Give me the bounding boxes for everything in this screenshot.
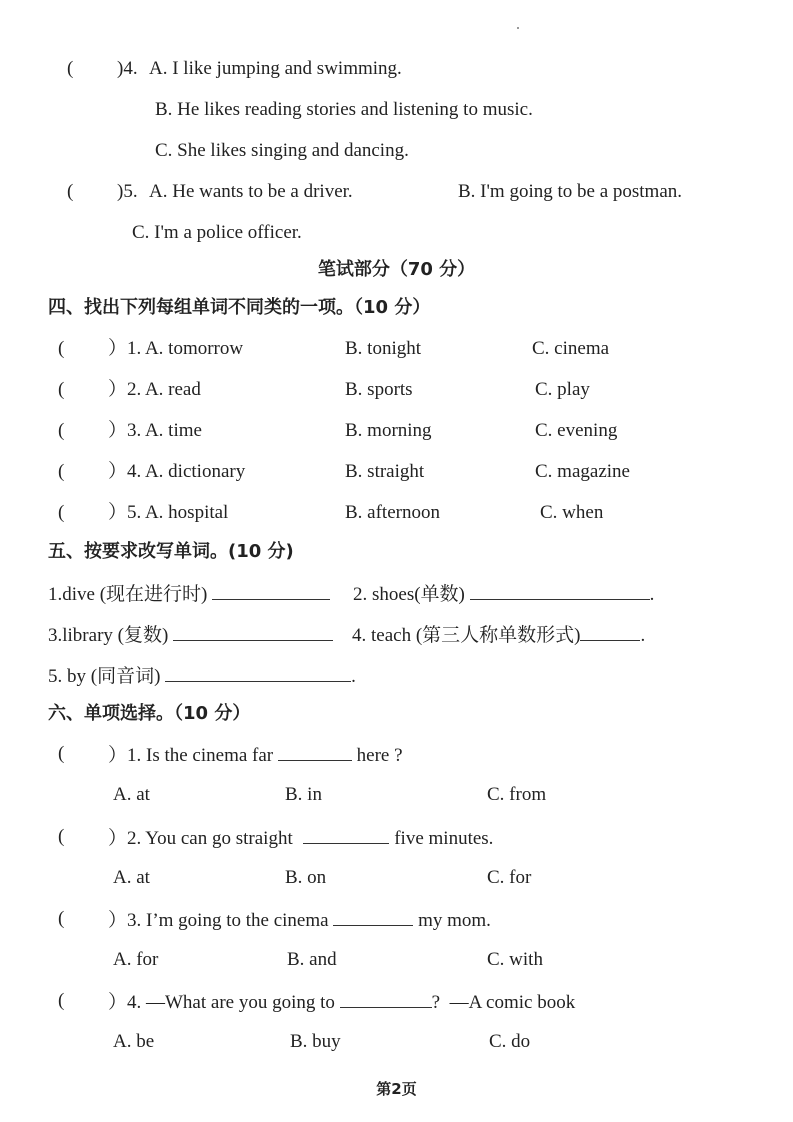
answer-blank[interactable] [173, 622, 333, 641]
question-stem: ）2. You can go straight [108, 828, 293, 849]
option-a: A. at [113, 867, 150, 888]
rewrite-item-1 [48, 581, 330, 607]
item-c: C. magazine [535, 461, 630, 482]
option-b: B. buy [290, 1031, 341, 1052]
section-4-title: 四、找出下列每组单词不同类的一项。（10 分） [48, 297, 431, 318]
question-number: )5. [117, 181, 138, 202]
answer-paren-open: ( [67, 181, 74, 202]
rewrite-item-3 [48, 622, 333, 648]
option-a: A. He wants to be a driver. [149, 181, 353, 202]
option-b: B. I'm going to be a postman. [458, 181, 683, 202]
answer-paren-open: ( [58, 908, 65, 929]
item-b: B. afternoon [345, 502, 440, 523]
mc-question-4 [108, 989, 575, 1015]
option-a: A. be [113, 1031, 155, 1052]
question-stem: ）4. —What are you going to [108, 992, 335, 1013]
answer-blank[interactable] [340, 989, 432, 1008]
item-c: C. when [540, 502, 604, 523]
section-5-title: 五、按要求改写单词。(10 分) [48, 541, 294, 562]
item-a: ）3. A. time [108, 420, 202, 441]
item-a: ）1. A. tomorrow [108, 338, 244, 359]
question-stem-end: here ? [356, 745, 403, 766]
question-stem-end: my mom. [418, 910, 491, 931]
answer-paren-open: ( [58, 990, 65, 1011]
rewrite-prompt: 2. shoes(单数) [353, 584, 465, 605]
answer-blank[interactable] [212, 581, 330, 600]
rewrite-prompt: 4. teach (第三人称单数形式) [352, 625, 581, 646]
section-6-title: 六、单项选择。（10 分） [48, 703, 251, 724]
option-a: A. at [113, 784, 150, 805]
period: . [649, 584, 655, 605]
page-number: 第2页 [376, 1080, 417, 1098]
rewrite-item-2 [353, 581, 654, 607]
option-b: B. on [285, 867, 327, 888]
scan-speck [517, 27, 519, 29]
answer-blank[interactable] [580, 622, 640, 641]
option-c: C. for [487, 867, 532, 888]
answer-text: —A comic book [449, 992, 576, 1013]
period: . [351, 666, 356, 687]
rewrite-item-4 [352, 622, 645, 648]
rewrite-prompt: 5. by (同音词) [48, 666, 161, 687]
item-a: ）4. A. dictionary [108, 461, 246, 482]
answer-paren-open: ( [58, 379, 65, 400]
answer-blank[interactable] [165, 663, 351, 682]
answer-paren-open: ( [58, 420, 65, 441]
option-a: A. for [113, 949, 159, 970]
answer-paren-open: ( [67, 58, 74, 79]
answer-paren-open: ( [58, 743, 65, 764]
option-c: C. do [489, 1031, 531, 1052]
option-c: C. She likes singing and dancing. [155, 140, 409, 161]
item-c: C. play [535, 379, 590, 400]
rewrite-item-5 [48, 663, 356, 689]
item-b: B. sports [345, 379, 413, 400]
written-part-title: 笔试部分（70 分） [317, 259, 476, 280]
option-b: B. He likes reading stories and listening to music. [155, 99, 533, 120]
answer-blank[interactable] [470, 581, 650, 600]
question-stem: ）3. I’m going to the cinema [108, 910, 329, 931]
answer-blank[interactable] [333, 907, 413, 926]
answer-paren-open: ( [58, 461, 65, 482]
option-a: A. I like jumping and swimming. [149, 58, 402, 79]
option-b: B. and [287, 949, 337, 970]
item-b: B. tonight [345, 338, 422, 359]
mc-question-2 [108, 825, 493, 851]
item-a: ）2. A. read [108, 379, 201, 400]
period: . [640, 625, 646, 646]
option-b: B. in [285, 784, 322, 805]
item-b: B. straight [345, 461, 425, 482]
answer-paren-open: ( [58, 338, 65, 359]
question-stem-end: five minutes. [394, 828, 494, 849]
answer-blank[interactable] [303, 825, 389, 844]
question-stem: ）1. Is the cinema far [108, 745, 274, 766]
answer-paren-open: ( [58, 502, 65, 523]
option-c: C. I'm a police officer. [132, 222, 302, 243]
rewrite-prompt: 3.library (复数) [48, 625, 169, 646]
question-number: )4. [117, 58, 138, 79]
rewrite-prompt: 1.dive (现在进行时) [48, 584, 208, 605]
option-c: C. with [487, 949, 543, 970]
mc-question-1 [108, 742, 403, 768]
item-c: C. evening [535, 420, 618, 441]
option-c: C. from [487, 784, 547, 805]
item-a: ）5. A. hospital [108, 502, 229, 523]
item-c: C. cinema [532, 338, 610, 359]
mc-question-3 [108, 907, 491, 933]
answer-blank[interactable] [278, 742, 352, 761]
answer-paren-open: ( [58, 826, 65, 847]
item-b: B. morning [345, 420, 432, 441]
question-mark: ? [431, 992, 441, 1013]
